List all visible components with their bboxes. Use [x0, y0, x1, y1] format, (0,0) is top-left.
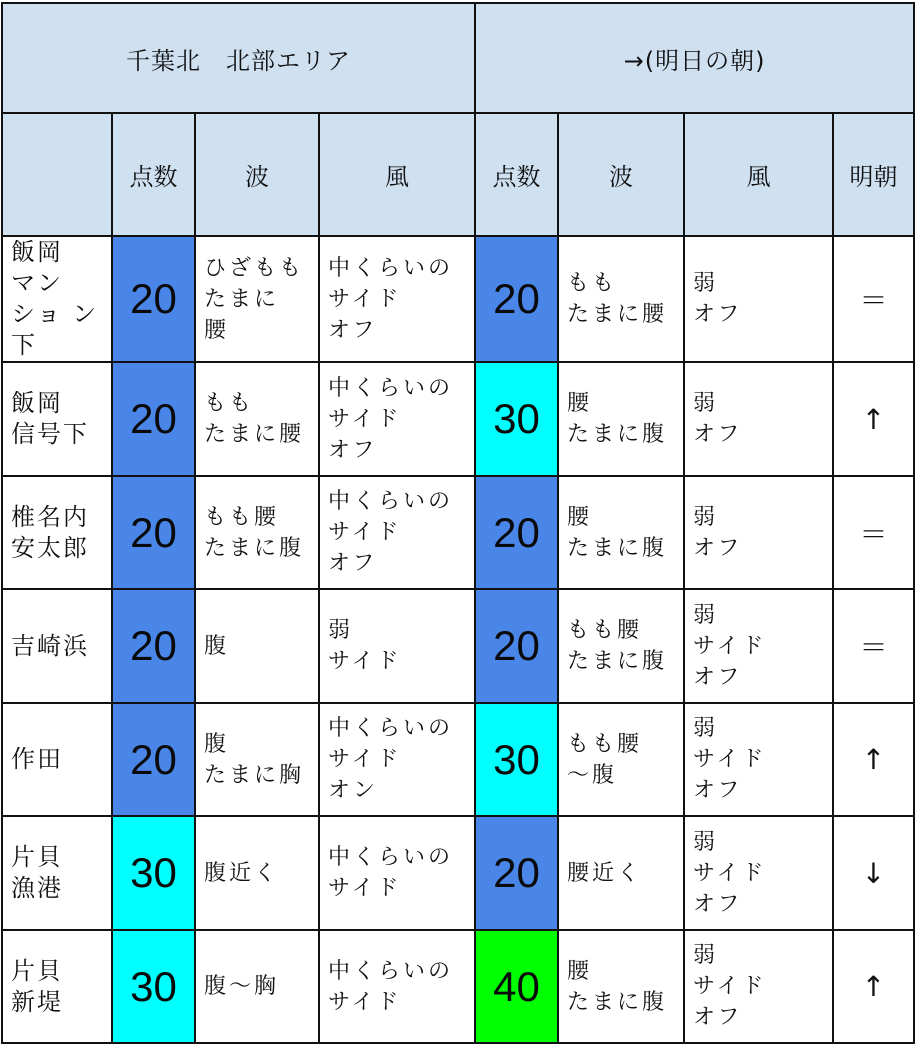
wave-tomorrow-cell: もも腰 たまに腹 — [558, 589, 684, 703]
score-cell: 20 — [112, 703, 195, 816]
wave-tomorrow-cell: もも腰 〜腹 — [558, 703, 684, 816]
score-cell: 20 — [112, 589, 195, 703]
location-cell: 飯岡 信号下 — [2, 362, 112, 476]
trend-cell: ↓ — [833, 816, 914, 930]
header-row-area — [2, 3, 914, 113]
wave-header: 波 — [195, 113, 319, 236]
table-row — [2, 816, 914, 930]
location-cell: 椎名内 安太郎 — [2, 476, 112, 589]
location-cell: 飯岡 マン ショ ン 下 — [2, 236, 112, 362]
wind-cell: 中くらいの サイド オフ — [319, 236, 475, 362]
trend-cell: ＝ — [833, 236, 914, 362]
location-cell: 作田 — [2, 703, 112, 816]
score-cell: 20 — [112, 476, 195, 589]
score-tomorrow-cell: 20 — [475, 476, 558, 589]
wind-tomorrow-cell: 弱 サイド オフ — [684, 930, 833, 1043]
trend-cell: ＝ — [833, 476, 914, 589]
location-cell: 片貝 新堤 — [2, 930, 112, 1043]
wave-cell: 腹 たまに胸 — [195, 703, 319, 816]
wave-cell: もも腰 たまに腹 — [195, 476, 319, 589]
area-title: 千葉北 北部エリア — [2, 3, 475, 113]
wind-header: 風 — [319, 113, 475, 236]
wave-tomorrow-cell: 腰近く — [558, 816, 684, 930]
wave-tomorrow-cell: 腰 たまに腹 — [558, 362, 684, 476]
location-cell: 吉崎浜 — [2, 589, 112, 703]
table-row — [2, 703, 914, 816]
wind-tomorrow-cell: 弱 サイド オフ — [684, 816, 833, 930]
score-tomorrow-cell: 20 — [475, 236, 558, 362]
score-cell: 30 — [112, 930, 195, 1043]
trend-header: 明朝 — [833, 113, 914, 236]
wave-tomorrow-cell: もも たまに腰 — [558, 236, 684, 362]
wind-cell: 中くらいの サイド オフ — [319, 476, 475, 589]
wind-cell: 弱 サイド — [319, 589, 475, 703]
table-row — [2, 236, 914, 362]
score-cell: 30 — [112, 816, 195, 930]
table-row — [2, 589, 914, 703]
trend-cell: ↑ — [833, 703, 914, 816]
surf-forecast-table — [1, 2, 915, 1044]
score-tomorrow-cell: 20 — [475, 589, 558, 703]
table-row — [2, 930, 914, 1043]
score-cell: 20 — [112, 236, 195, 362]
score-header: 点数 — [112, 113, 195, 236]
trend-cell: ↑ — [833, 362, 914, 476]
wind-cell: 中くらいの サイド — [319, 930, 475, 1043]
location-header — [2, 113, 112, 236]
wind-tomorrow-cell: 弱 オフ — [684, 236, 833, 362]
wave-tomorrow-header: 波 — [558, 113, 684, 236]
score-cell: 20 — [112, 362, 195, 476]
table-row — [2, 476, 914, 589]
tomorrow-title: →(明日の朝) — [475, 3, 914, 113]
wind-tomorrow-cell: 弱 サイド オフ — [684, 589, 833, 703]
wave-cell: もも たまに腰 — [195, 362, 319, 476]
wave-cell: 腹〜胸 — [195, 930, 319, 1043]
header-row-columns — [2, 113, 914, 236]
wind-tomorrow-header: 風 — [684, 113, 833, 236]
score-tomorrow-cell: 20 — [475, 816, 558, 930]
location-cell: 片貝 漁港 — [2, 816, 112, 930]
wave-cell: 腹 — [195, 589, 319, 703]
wind-cell: 中くらいの サイド オン — [319, 703, 475, 816]
wave-tomorrow-cell: 腰 たまに腹 — [558, 930, 684, 1043]
wind-tomorrow-cell: 弱 オフ — [684, 362, 833, 476]
score-tomorrow-header: 点数 — [475, 113, 558, 236]
wave-tomorrow-cell: 腰 たまに腹 — [558, 476, 684, 589]
table-row — [2, 362, 914, 476]
trend-cell: ＝ — [833, 589, 914, 703]
wind-cell: 中くらいの サイド — [319, 816, 475, 930]
wind-tomorrow-cell: 弱 サイド オフ — [684, 703, 833, 816]
wave-cell: ひざもも たまに 腰 — [195, 236, 319, 362]
score-tomorrow-cell: 40 — [475, 930, 558, 1043]
trend-cell: ↑ — [833, 930, 914, 1043]
wave-cell: 腹近く — [195, 816, 319, 930]
score-tomorrow-cell: 30 — [475, 362, 558, 476]
score-tomorrow-cell: 30 — [475, 703, 558, 816]
wind-tomorrow-cell: 弱 オフ — [684, 476, 833, 589]
wind-cell: 中くらいの サイド オフ — [319, 362, 475, 476]
